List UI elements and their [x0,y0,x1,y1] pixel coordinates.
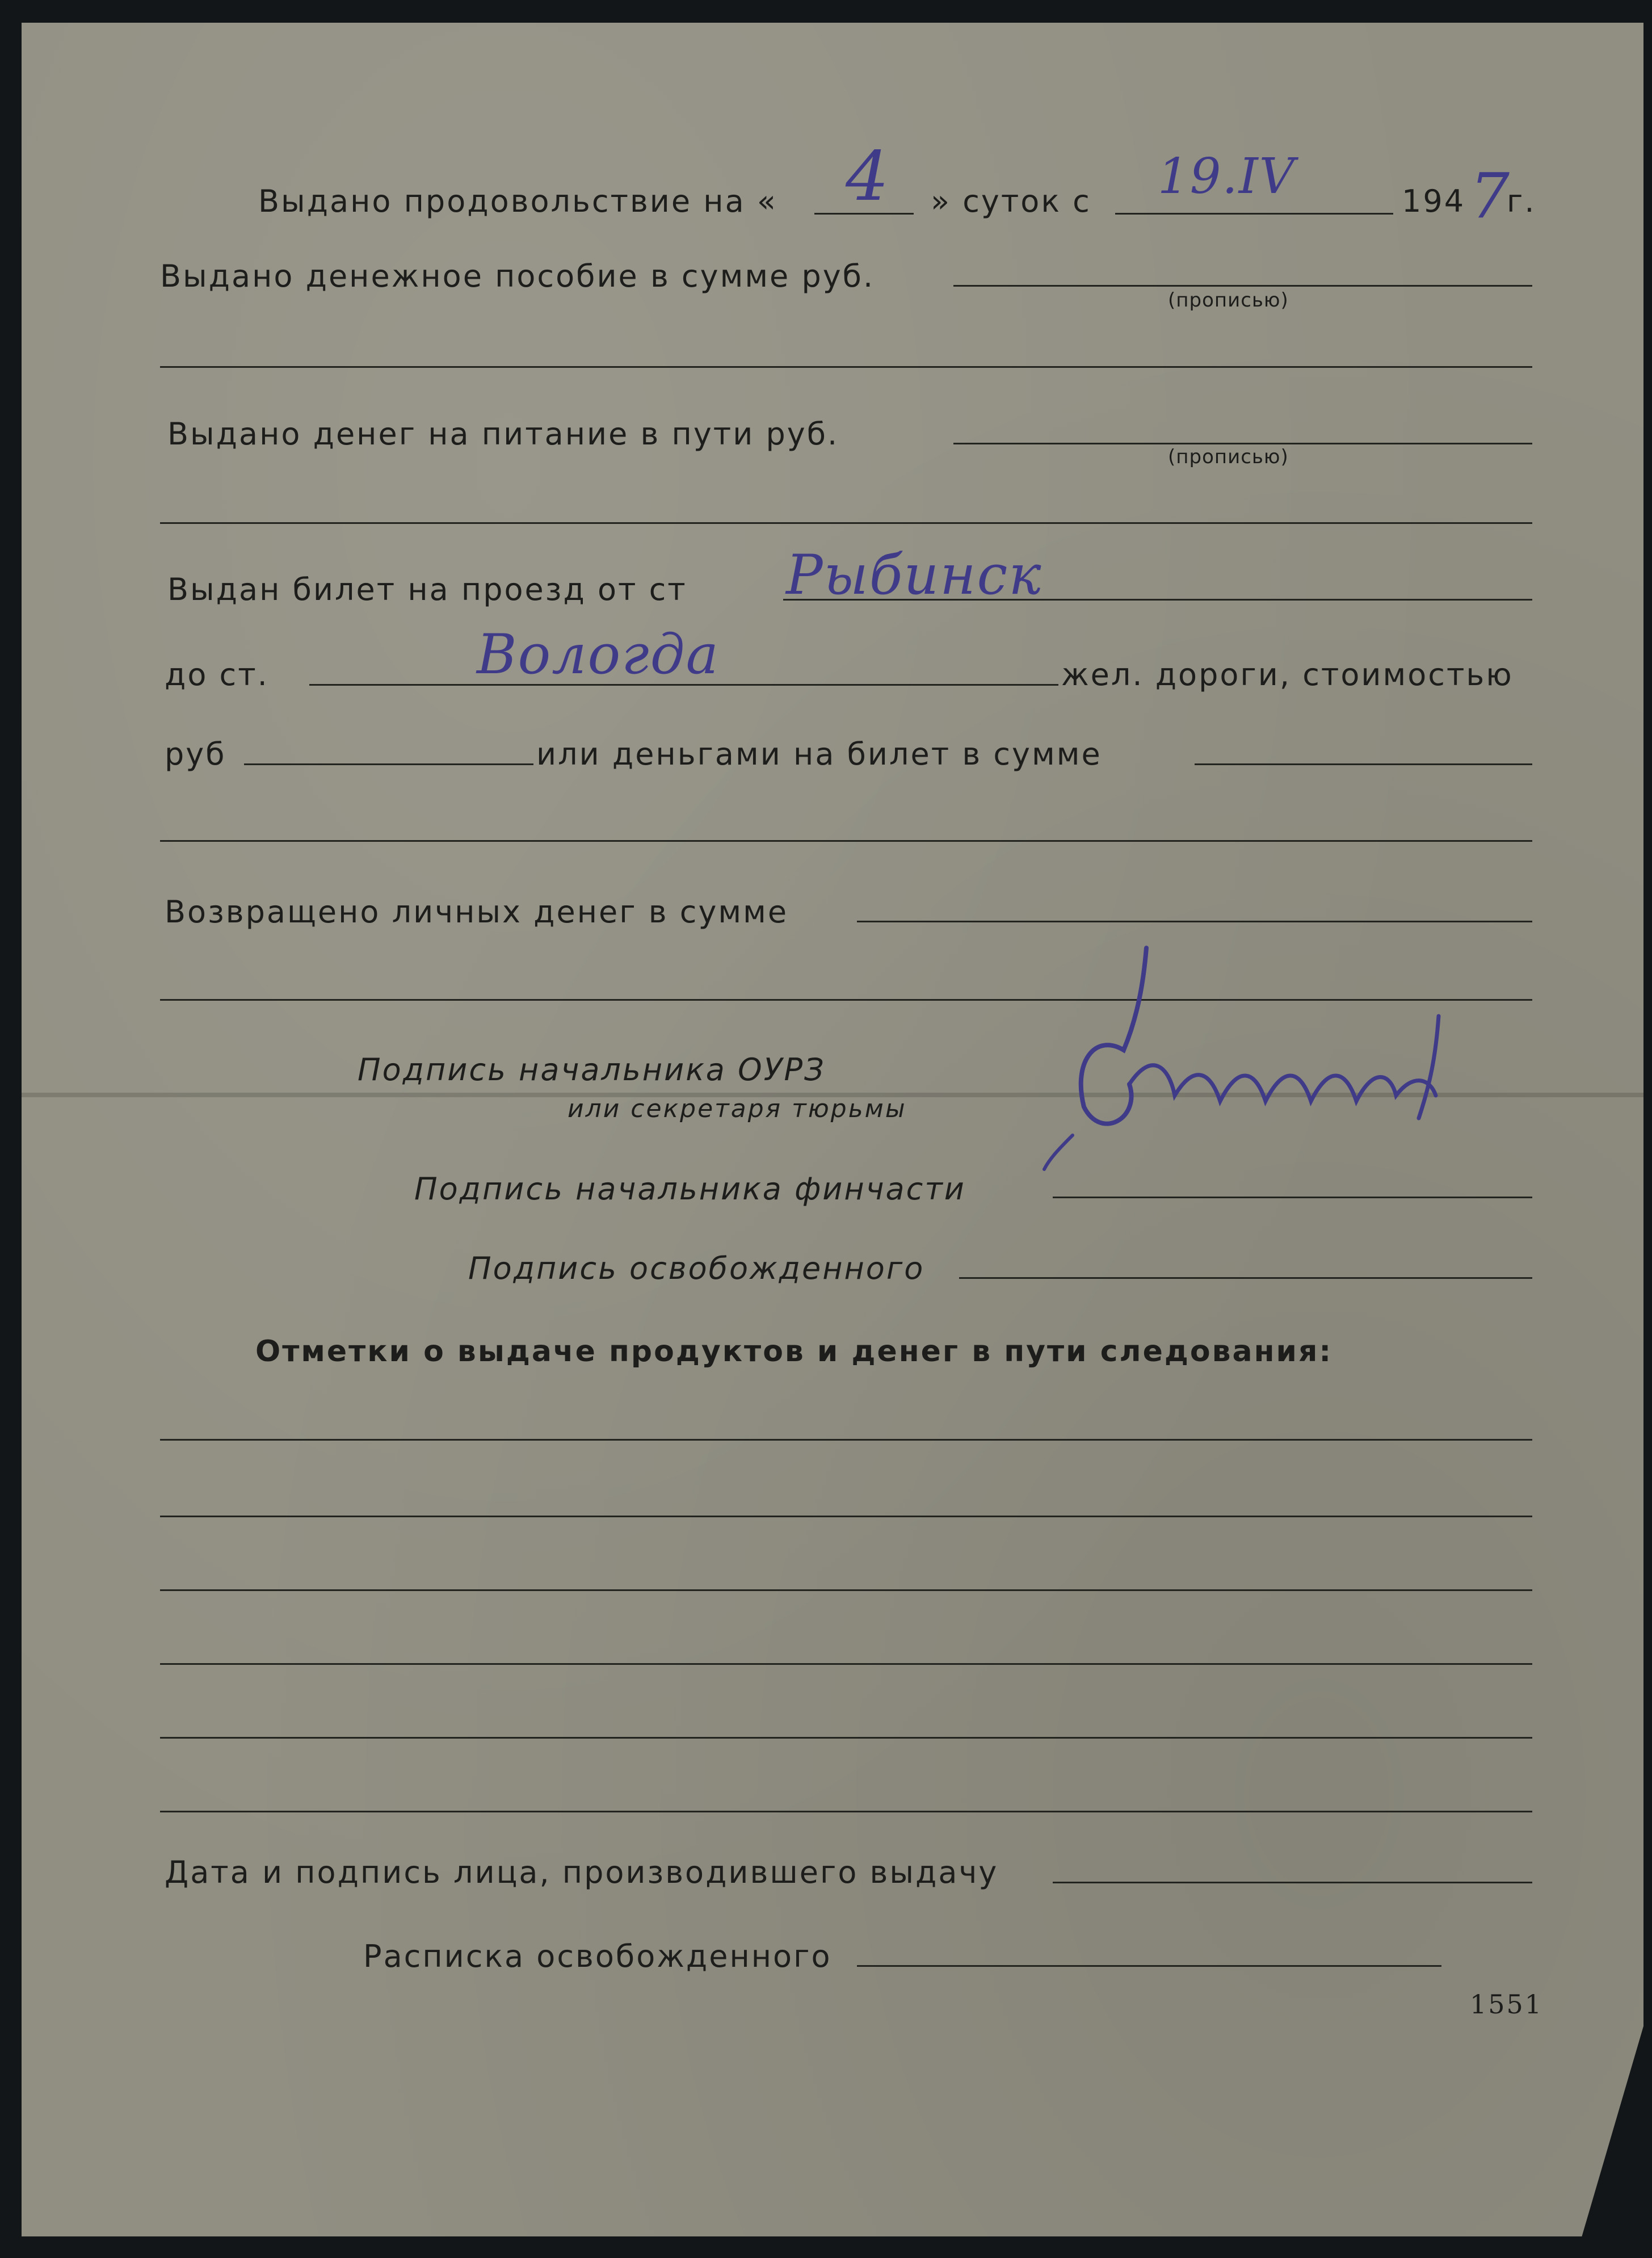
finance-chief-signature-field [1053,1197,1532,1198]
rub-label: руб [165,736,226,772]
date-signature-field [1053,1882,1532,1883]
marks-heading: Отметки о выдаче продуктов и денег в пути следования: [255,1334,1333,1369]
year-prefix: 194 [1402,183,1466,219]
propisyu-note-1: (прописью) [1168,289,1289,312]
returned-money-field [857,921,1532,922]
year-suffix: г. [1507,183,1536,219]
food-issued-label: Выдано продовольствие на « [258,183,777,219]
food-money-label: Выдано денег на питание в пути руб. [167,416,839,452]
chief-signature-text [1129,1067,1210,1085]
marks-line-1 [160,1439,1532,1441]
date-signature-label: Дата и подпись лица, производившего выдачу [165,1854,999,1890]
receipt-field [857,1965,1441,1967]
railway-cost-label: жел. дороги, стоимостью [1061,657,1514,692]
cash-allowance-field-2 [160,366,1532,368]
form-number: 1551 [1470,1989,1544,2020]
year-digit: 7 [1470,160,1511,232]
oyrz-chief-signature-label: Подпись начальника ОУРЗ [358,1052,826,1088]
date-field [1115,213,1393,215]
marks-line-2 [160,1516,1532,1517]
food-money-field-2 [160,522,1532,524]
released-signature-field [959,1277,1532,1279]
food-money-field [953,443,1532,444]
marks-line-5 [160,1737,1532,1739]
marks-line-6 [160,1811,1532,1812]
marks-line-3 [160,1589,1532,1591]
propisyu-note-2: (прописью) [1168,446,1289,468]
cash-allowance-field [953,285,1532,287]
chief-signature [1039,937,1504,1175]
money-for-ticket-field-2 [160,840,1532,842]
days-since-label: » суток с [931,183,1091,219]
prison-secretary-label: или секретаря тюрьмы [568,1094,907,1123]
released-signature-label: Подпись освобожденного [468,1250,925,1286]
date-value: 19.IV [1158,148,1296,205]
money-for-ticket-field [1195,763,1532,765]
from-station-value: Рыбинск [786,543,1043,607]
ticket-cost-field [244,763,533,765]
to-station-label: до ст. [165,657,269,692]
to-station-value: Вологда [477,623,720,686]
receipt-label: Расписка освобожденного [363,1938,832,1974]
returned-money-label: Возвращено личных денег в сумме [165,894,789,930]
days-value: 4 [846,137,890,216]
finance-chief-signature-label: Подпись начальника финчасти [414,1171,966,1207]
money-for-ticket-label: или деньгами на билет в сумме [536,736,1102,772]
ticket-from-label: Выдан билет на проезд от ст [167,572,687,607]
marks-line-4 [160,1663,1532,1665]
cash-allowance-label: Выдано денежное пособие в сумме руб. [160,258,875,294]
